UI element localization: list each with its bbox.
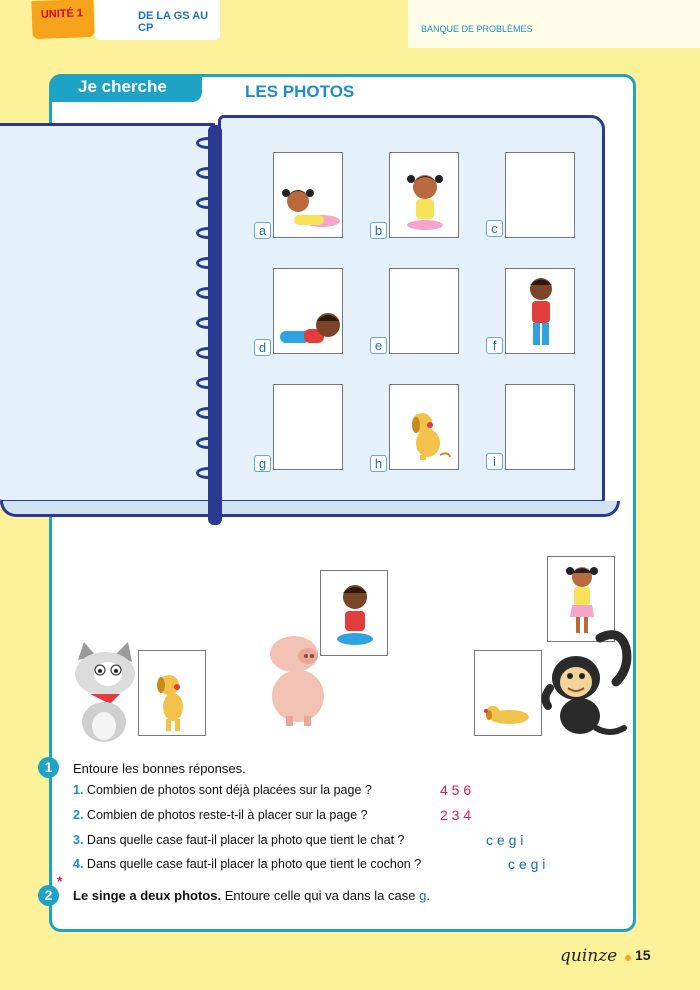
boy-sitting-icon: [321, 571, 389, 657]
ring-icon: [196, 377, 220, 389]
girl-sitting-icon: [390, 153, 460, 239]
ring-icon: [196, 407, 220, 419]
photo-slot-i[interactable]: [505, 384, 575, 470]
page-title: LES PHOTOS: [245, 82, 355, 101]
unit-tab: [31, 0, 94, 39]
ring-icon: [196, 137, 220, 149]
section-tab: [408, 0, 700, 48]
slot-letter-d: d: [254, 339, 271, 356]
question-1-instruction: Entoure les bonnes réponses.: [73, 761, 246, 776]
question-1-item-4-options[interactable]: c e g i: [508, 856, 546, 872]
slot-letter-f: f: [486, 337, 503, 354]
question-2-number: 2: [38, 885, 59, 906]
boy-lying-icon: [274, 269, 344, 355]
photo-slot-e[interactable]: [389, 268, 459, 354]
section-label: BANQUE DE PROBLÈMES: [421, 24, 533, 34]
boy-standing-icon: [506, 269, 576, 355]
question-1-item-2-options[interactable]: 2 3 4: [440, 807, 472, 823]
question-1-item-3-options[interactable]: c e g i: [486, 832, 524, 848]
ring-icon: [196, 257, 220, 269]
dog-sitting-icon: [390, 385, 460, 471]
photo-slot-b[interactable]: [389, 152, 459, 238]
cat-photo: [138, 650, 206, 736]
question-1-item-2: 2. Combien de photos reste-t-il à placer sur la page ?: [73, 808, 368, 822]
photo-slot-d[interactable]: [273, 268, 343, 354]
ring-icon: [196, 437, 220, 449]
album-left-page: [0, 123, 215, 503]
slot-letter-c: c: [486, 220, 503, 237]
ring-icon: [196, 227, 220, 239]
question-1-item-1: 1. Combien de photos sont déjà placées sur la page ?: [73, 783, 372, 797]
ring-icon: [196, 467, 220, 479]
dog-standing-icon: [139, 651, 207, 737]
ring-icon: [196, 167, 220, 179]
slot-letter-b: b: [370, 222, 387, 239]
slot-letter-g: g: [254, 455, 271, 472]
slot-letter-a: a: [254, 222, 271, 239]
question-1-item-1-options[interactable]: 4 5 6: [440, 782, 472, 798]
ring-icon: [196, 317, 220, 329]
page-number: 15: [635, 947, 651, 963]
unit-label: UNITÉ 1: [40, 7, 84, 21]
level-label: DE LA GS AU CP: [138, 10, 209, 34]
level-tab: [95, 0, 220, 40]
ring-icon: [196, 287, 220, 299]
question-1-number: 1: [38, 757, 59, 778]
difficulty-star-icon: *: [57, 873, 63, 889]
slot-letter-h: h: [370, 455, 387, 472]
slot-letter-e: e: [370, 337, 387, 354]
question-1-item-4: 4. Dans quelle case faut-il placer la photo que tient le cochon ?: [73, 857, 422, 871]
slot-letter-i: i: [486, 453, 503, 470]
dog-lying-icon: [475, 651, 543, 737]
question-1-item-3: 3. Dans quelle case faut-il placer la photo que tient le chat ?: [73, 833, 405, 847]
monkey-photo-bottom: [474, 650, 542, 736]
photo-slot-a[interactable]: [273, 152, 343, 238]
photo-slot-c[interactable]: [505, 152, 575, 238]
activity-label: Je cherche: [52, 74, 202, 102]
photo-slot-g[interactable]: [273, 384, 343, 470]
ring-icon: [196, 197, 220, 209]
monkey-icon: [540, 628, 632, 738]
photo-slot-h[interactable]: [389, 384, 459, 470]
girl-lying-icon: [274, 153, 344, 239]
question-2-text: Le singe a deux photos. Entoure celle qui va dans la case g.: [73, 888, 430, 903]
ring-icon: [196, 347, 220, 359]
pig-photo: [320, 570, 388, 656]
album-page-edge: [0, 501, 620, 517]
footer-dot-icon: [625, 955, 631, 961]
page-number-word: quinze: [560, 946, 618, 966]
photo-slot-f[interactable]: [505, 268, 575, 354]
